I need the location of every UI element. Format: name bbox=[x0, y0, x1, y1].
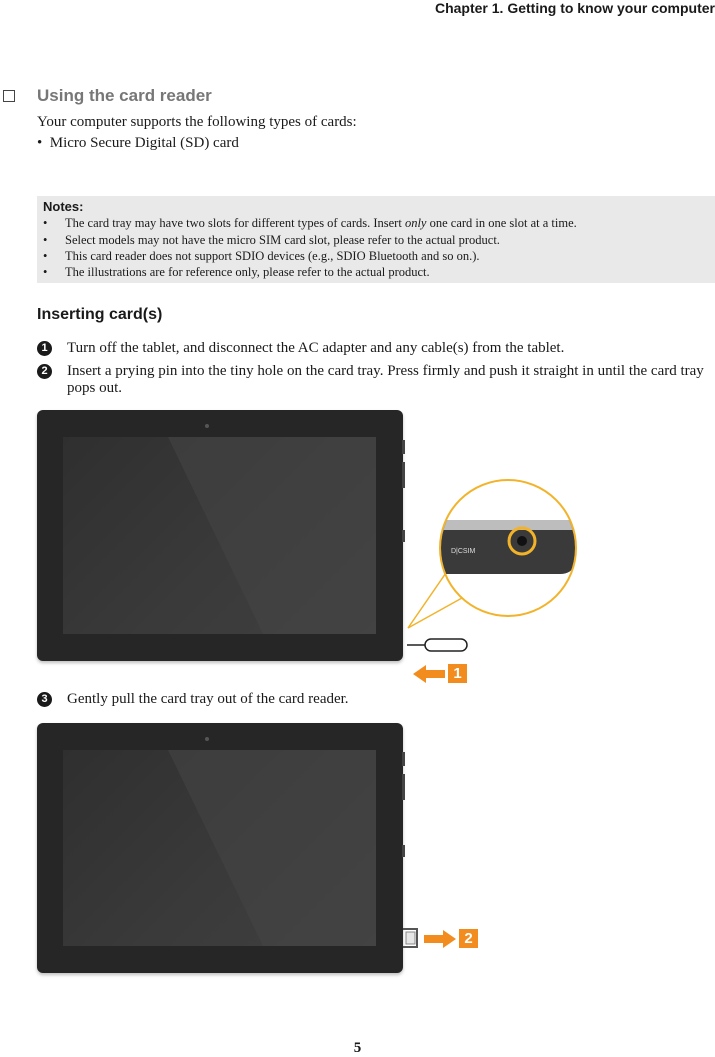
note-text: The card tray may have two slots for different types of cards. Insert bbox=[65, 216, 405, 230]
step-number-icon: 2 bbox=[37, 364, 52, 379]
camera-icon bbox=[205, 424, 209, 428]
step-text: Turn off the tablet, and disconnect the AC adapter and any cable(s) from the tablet. bbox=[67, 340, 565, 356]
screen-glare bbox=[63, 437, 376, 634]
card-tray-icon bbox=[401, 927, 421, 949]
zoom-callout bbox=[400, 478, 580, 638]
screen-glare bbox=[63, 750, 376, 946]
slot-label: D|CSIM bbox=[451, 548, 476, 555]
note-text: The illustrations are for reference only, please refer to the actual product. bbox=[65, 265, 430, 279]
bullet-dot: • bbox=[37, 135, 50, 151]
subsection-title: Inserting card(s) bbox=[37, 306, 163, 323]
intro-text: Your computer supports the following types of cards: bbox=[37, 114, 357, 130]
step-badge: 1 bbox=[448, 664, 467, 683]
step-text: Gently pull the card tray out of the card reader. bbox=[67, 691, 349, 707]
note-text: one card in one slot at a time. bbox=[426, 216, 577, 230]
note-item: • The illustrations are for reference only, please refer to the actual product. bbox=[43, 265, 430, 279]
arrow-right-icon bbox=[424, 929, 456, 949]
notes-title: Notes: bbox=[43, 199, 84, 214]
step-badge: 2 bbox=[459, 929, 478, 948]
side-button bbox=[402, 440, 405, 454]
step-number-icon: 1 bbox=[37, 341, 52, 356]
notes-box bbox=[37, 196, 715, 283]
tablet-screen bbox=[63, 750, 376, 946]
note-item: • The card tray may have two slots for different types of cards. Insert only one card in one slot at a time. bbox=[43, 216, 577, 230]
card-type-label: Micro Secure Digital (SD) card bbox=[49, 135, 239, 151]
arrow-left-icon bbox=[413, 664, 445, 684]
side-button bbox=[402, 774, 405, 800]
section-title: Using the card reader bbox=[37, 86, 212, 105]
card-type-list-item bbox=[37, 135, 239, 152]
side-button bbox=[402, 845, 405, 857]
tablet-illustration bbox=[37, 723, 403, 973]
square-bullet-icon bbox=[3, 90, 15, 102]
note-emphasis: only bbox=[404, 216, 427, 230]
running-head: Chapter 1. Getting to know your computer bbox=[434, 0, 715, 16]
camera-icon bbox=[205, 737, 209, 741]
pin-icon bbox=[405, 637, 469, 653]
step-text: Insert a prying pin into the tiny hole on the card tray. Press firmly and push it straight in until the card tray pops out. bbox=[67, 363, 704, 396]
note-text: Select models may not have the micro SIM card slot, please refer to the actual product. bbox=[65, 233, 500, 247]
page-number: 5 bbox=[353, 1040, 362, 1056]
note-item: • This card reader does not support SDIO devices (e.g., SDIO Bluetooth and so on.). bbox=[43, 249, 480, 263]
tablet-screen bbox=[63, 437, 376, 634]
tablet-illustration bbox=[37, 410, 403, 661]
step-number-icon: 3 bbox=[37, 692, 52, 707]
note-item: • Select models may not have the micro SIM card slot, please refer to the actual product. bbox=[43, 233, 500, 247]
note-text: This card reader does not support SDIO devices (e.g., SDIO Bluetooth and so on.). bbox=[65, 249, 480, 263]
side-button bbox=[402, 752, 405, 766]
